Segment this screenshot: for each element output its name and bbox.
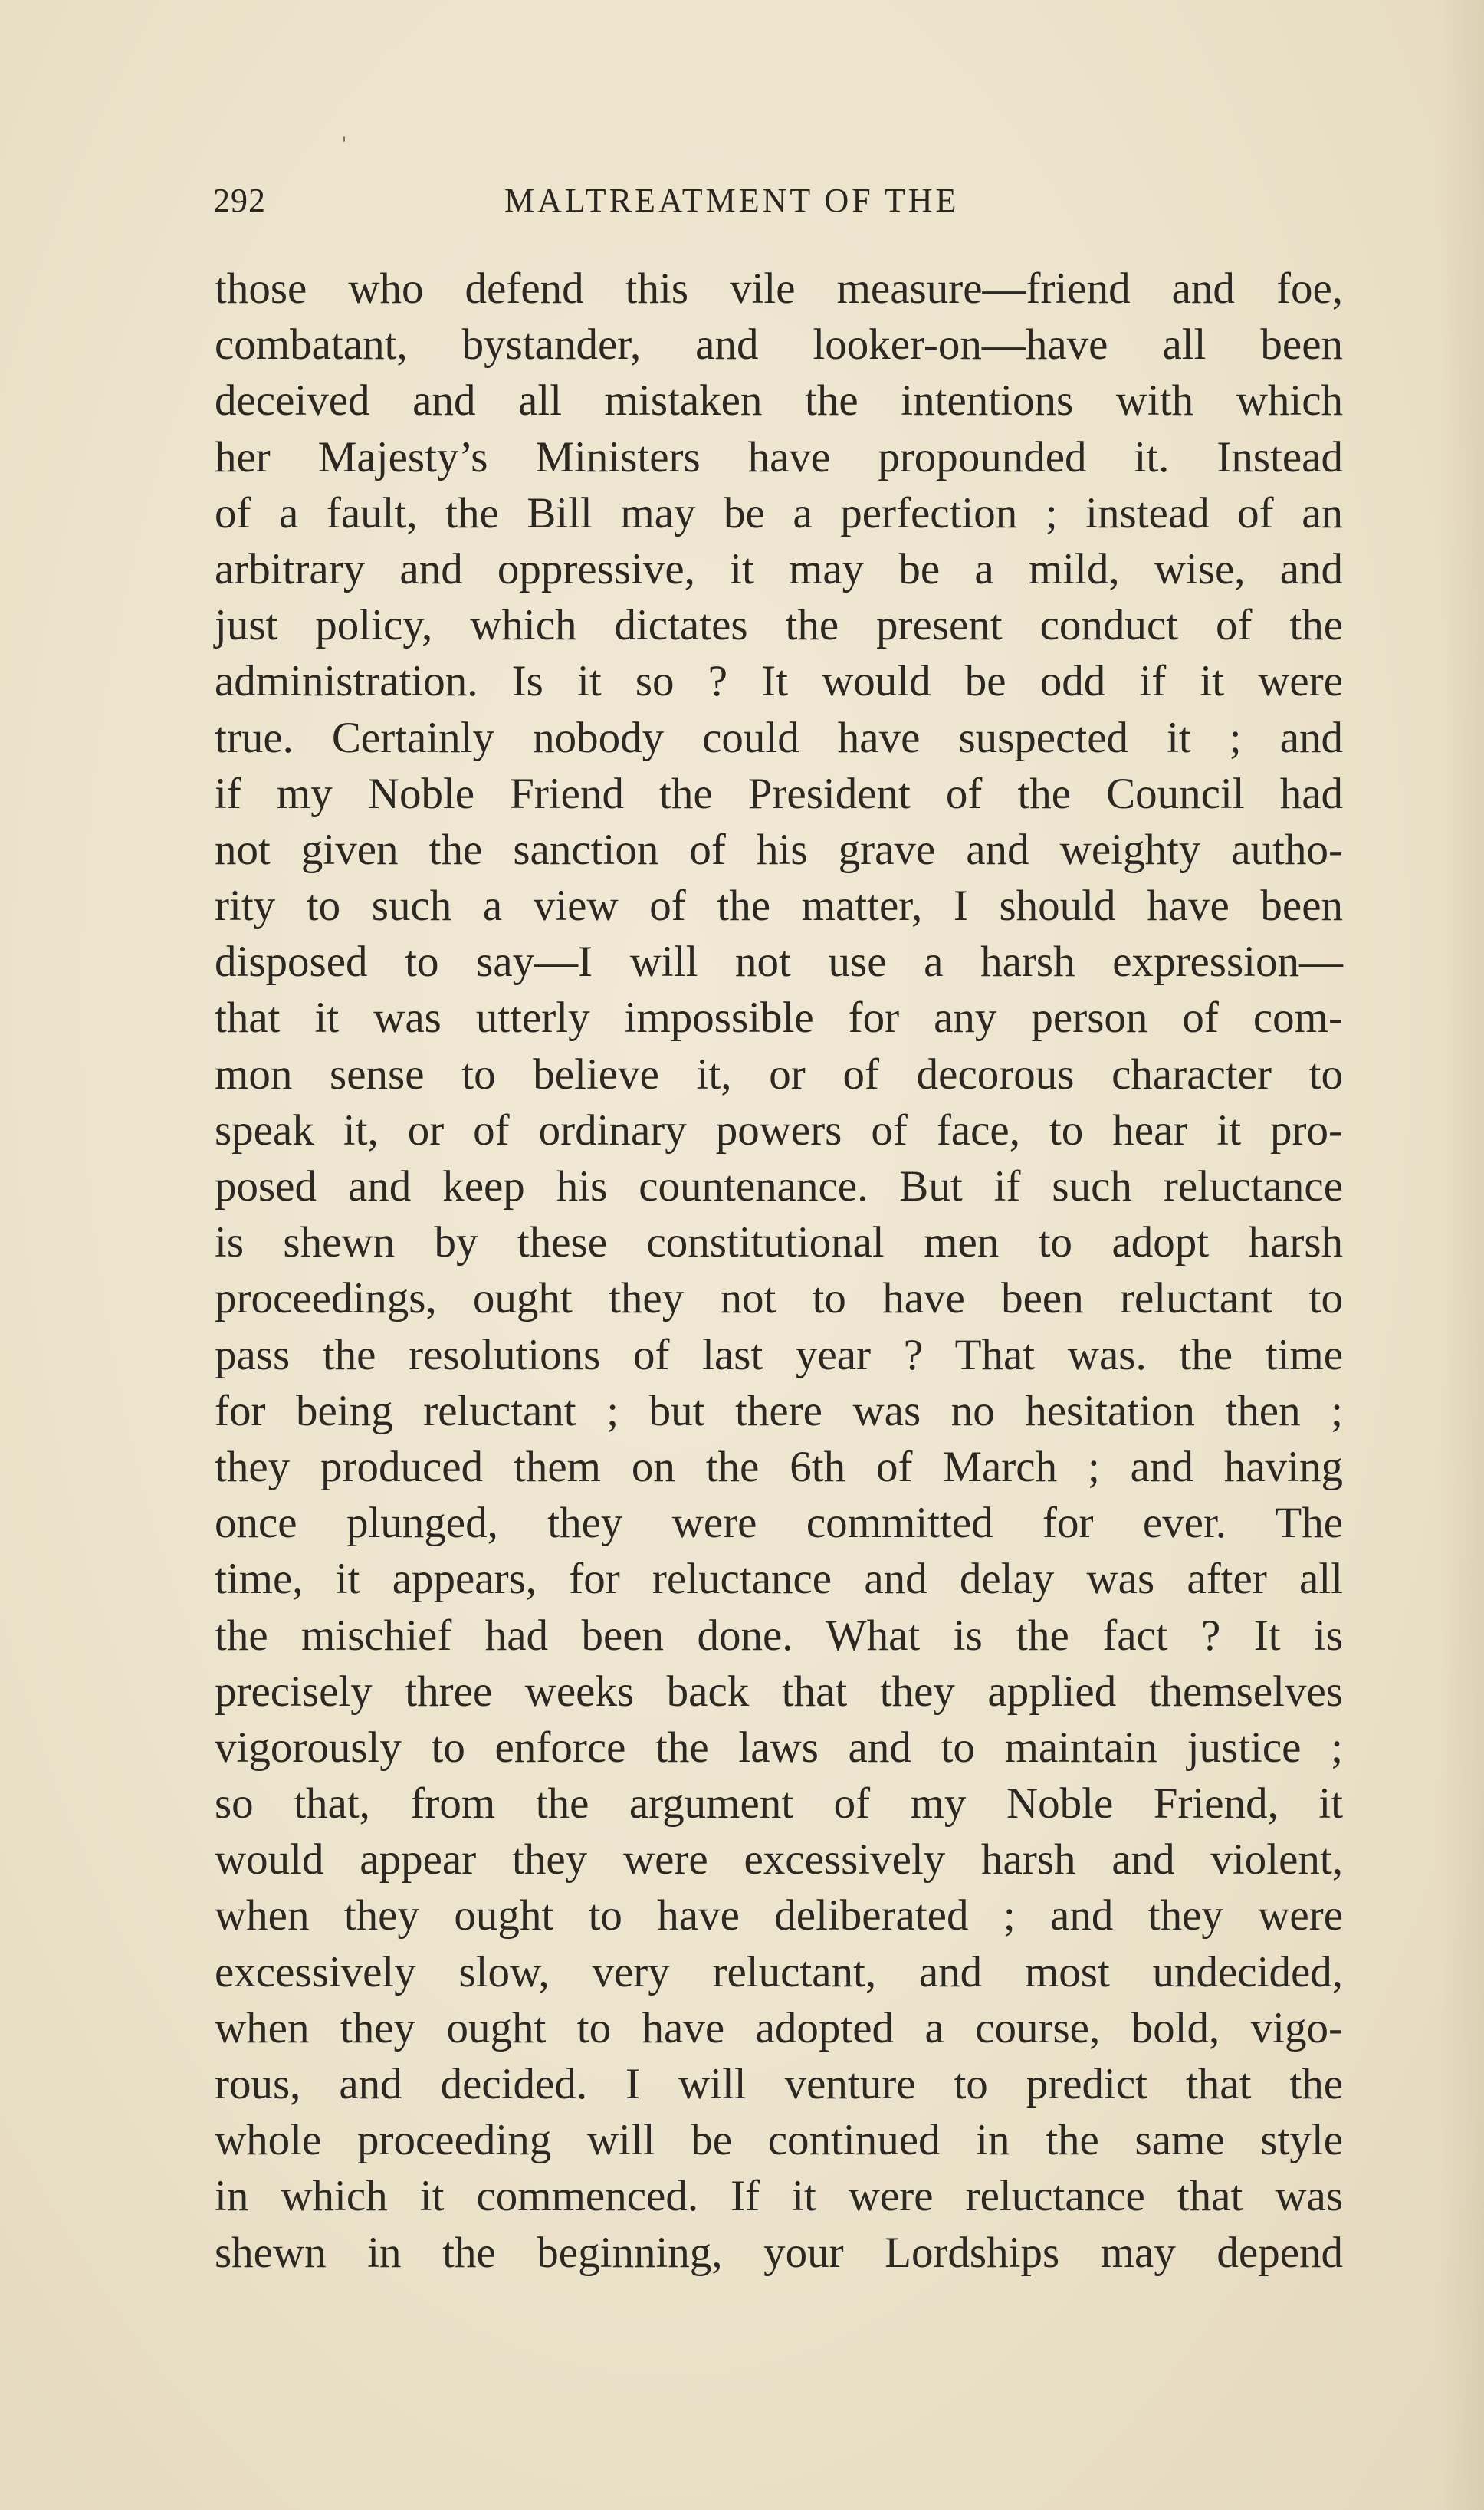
- text-line: that it was utterly impossible for any person of com-: [215, 994, 1343, 1043]
- text-line: not given the sanction of his grave and weighty autho-: [215, 825, 1343, 874]
- text-line: those who defend this vile measure—friend and foe,: [215, 264, 1343, 313]
- text-line: in which it commenced. If it were reluctance that was: [215, 2172, 1343, 2221]
- text-line: true. Certainly nobody could have suspected it ; and: [215, 713, 1343, 762]
- text-line: rity to such a view of the matter, I should have been: [215, 882, 1343, 931]
- text-line: they produced them on the 6th of March ; and having: [215, 1442, 1343, 1491]
- page-number: 292: [213, 182, 266, 219]
- text-line: her Majesty’s Ministers have propounded it. Instead: [215, 432, 1343, 481]
- text-line: posed and keep his countenance. But if such reluctance: [215, 1162, 1343, 1211]
- text-line: disposed to say—I will not use a harsh expression—: [215, 938, 1343, 987]
- text-line: when they ought to have deliberated ; and they were: [215, 1891, 1343, 1940]
- text-line: deceived and all mistaken the intentions with which: [215, 376, 1343, 425]
- text-line: rous, and decided. I will venture to predict that the: [215, 2060, 1343, 2108]
- text-line: combatant, bystander, and looker-on—have all been: [215, 320, 1343, 370]
- text-line: just policy, which dictates the present conduct of the: [215, 601, 1343, 650]
- running-head: MALTREATMENT OF THE: [504, 182, 960, 219]
- text-line: excessively slow, very reluctant, and most undecided,: [215, 1947, 1343, 1996]
- text-line: once plunged, they were committed for ever. The: [215, 1499, 1343, 1548]
- text-line: shewn in the beginning, your Lordships may depend: [215, 2228, 1343, 2277]
- page-edge-shadow: [1438, 0, 1484, 2510]
- text-line: time, it appears, for reluctance and delay was after all: [215, 1555, 1343, 1604]
- text-line: when they ought to have adopted a course, bold, vigo-: [215, 2003, 1343, 2052]
- text-line: speak it, or of ordinary powers of face, to hear it pro-: [215, 1106, 1343, 1155]
- text-line: if my Noble Friend the President of the Council had: [215, 769, 1343, 818]
- text-line: is shewn by these constitutional men to adopt harsh: [215, 1218, 1343, 1267]
- ink-mark: ': [342, 135, 347, 154]
- text-line: would appear they were excessively harsh and violent,: [215, 1835, 1343, 1884]
- text-line: precisely three weeks back that they applied themselves: [215, 1667, 1343, 1716]
- text-line: mon sense to believe it, or of decorous character to: [215, 1050, 1343, 1099]
- text-line: pass the resolutions of last year ? That was. the time: [215, 1330, 1343, 1379]
- text-line: arbitrary and oppressive, it may be a mild, wise, and: [215, 544, 1343, 593]
- text-line: for being reluctant ; but there was no hesitation then ;: [215, 1386, 1343, 1435]
- page-header: [213, 181, 1348, 227]
- text-line: administration. Is it so ? It would be odd if it were: [215, 657, 1343, 706]
- text-line: of a fault, the Bill may be a perfection ; instead of an: [215, 488, 1343, 537]
- text-line: whole proceeding will be continued in the same style: [215, 2116, 1343, 2165]
- text-line: vigorously to enforce the laws and to maintain justice ;: [215, 1723, 1343, 1772]
- text-line: proceedings, ought they not to have been reluctant to: [215, 1274, 1343, 1323]
- body-text: [215, 261, 1343, 2281]
- text-line: so that, from the argument of my Noble Friend, it: [215, 1779, 1343, 1828]
- text-line: the mischief had been done. What is the fact ? It is: [215, 1611, 1343, 1660]
